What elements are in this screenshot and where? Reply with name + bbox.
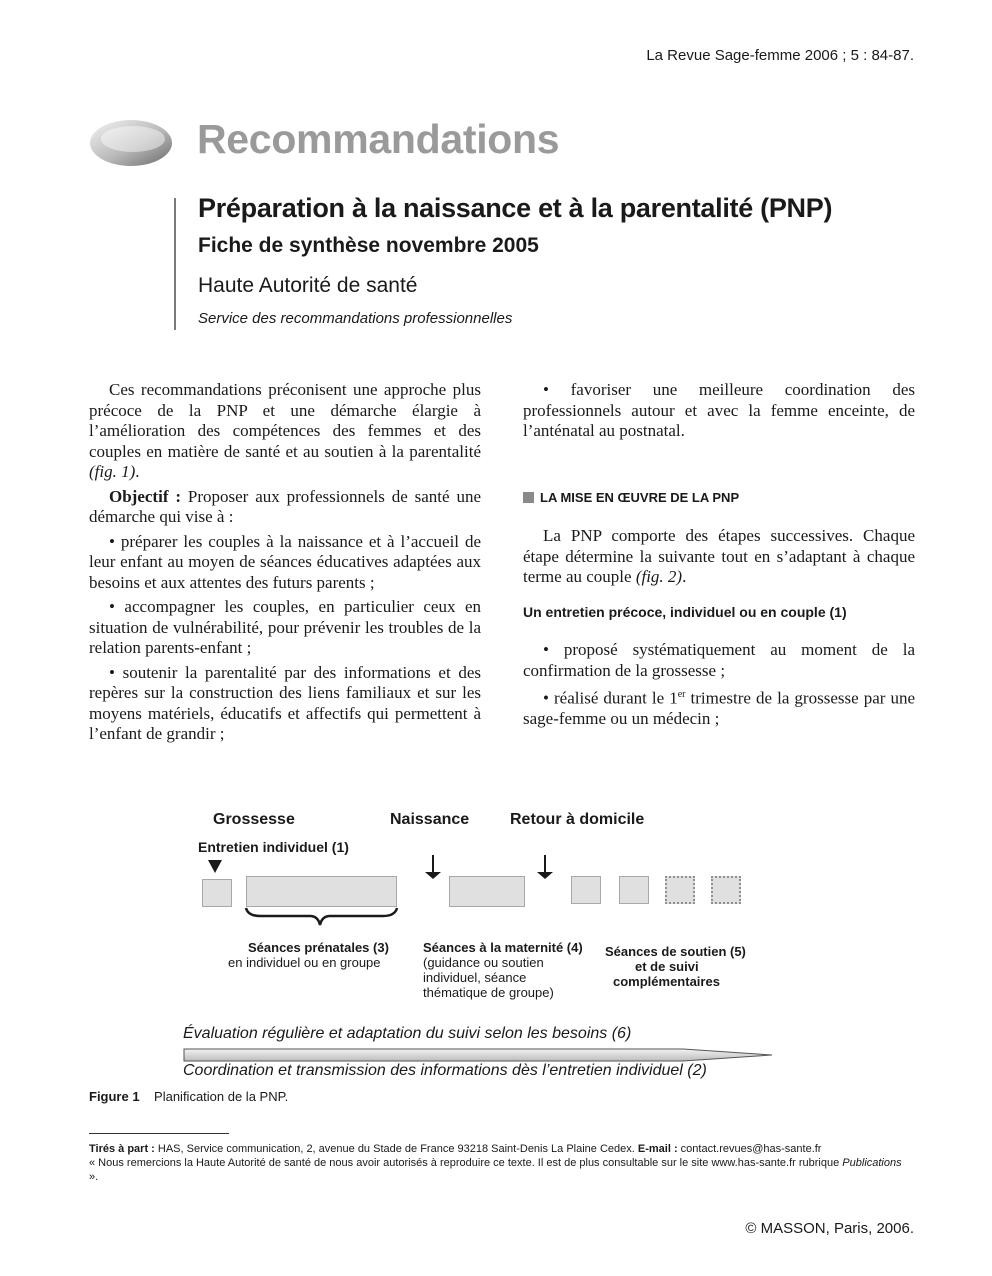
bullet-item: • préparer les couples à la naissance et à l’accueil de leur enfant au moyen de séances éducatives adaptées aux besoins et aux attentes des futurs parents ; [89, 531, 481, 592]
label-entretien: Entretien individuel (1) [198, 839, 349, 855]
objectif-paragraph: Objectif : Proposer aux professionnels de santé une démarche qui vise à : [89, 486, 482, 526]
bullet-item: • soutenir la parentalité par des informations et des repères sur la construction des liens familiaux et sur les moyens matériels, éducatifs et affectifs qui permettent à l’enfant de grandir ; [89, 662, 481, 743]
bullet-item: • accompagner les couples, en particulier ceux en situation de vulnérabilité, pour prévenir les troubles de la relation parents-enfant ; [89, 597, 481, 657]
section-heading: LA MISE EN ŒUVRE DE LA PNP [523, 488, 915, 509]
box-soutien [619, 876, 649, 904]
label-grossesse: Grossesse [213, 811, 295, 828]
reprint-info: Tirés à part : HAS, Service communication, 2, avenue du Stade de France 93218 Saint-Denis La Plaine Cedex. E-mail : contact.revues@has-sante.fr [89, 1143, 822, 1155]
pnp-paragraph: La PNP comporte des étapes successives. Chaque étape détermine la suivante tout en s’adaptant à chaque terme au couple (fig. 2). [523, 526, 915, 586]
evaluation-label: Évaluation régulière et adaptation du suivi selon les besoins (6) [183, 1025, 632, 1042]
bullet-item: • proposé systématiquement au moment de la confirmation de la grossesse ; [523, 640, 915, 680]
soutien-title: Séances de soutien (5) [605, 944, 746, 959]
soutien-sub: et de suivi [635, 959, 699, 974]
label-retour-domicile: Retour à domicile [510, 811, 645, 828]
box-seances-maternite [449, 876, 525, 907]
coordination-label: Coordination et transmission des informations dès l’entretien individuel (2) [183, 1062, 707, 1079]
objectif-label: Objectif : [109, 486, 182, 506]
prenatal-title: Séances prénatales (3) [248, 940, 389, 955]
intro-paragraph: Ces recommandations préconisent une approche plus précoce de la PNP et une démarche élargie à l’amélioration des compétences des femmes et des couples en matière de santé et au soutien à la parentalité (fig. 1). [89, 380, 481, 481]
bullet-item: • réalisé durant le 1er trimestre de la grossesse par une sage-femme ou un médecin ; [523, 688, 916, 729]
down-arrow-icon [425, 872, 441, 879]
box-soutien-optional [665, 876, 695, 904]
right-column [523, 380, 915, 734]
prenatal-sub: en individuel ou en groupe [228, 955, 381, 970]
copyright: © MASSON, Paris, 2006. [745, 1220, 914, 1237]
box-seances-prenatales [246, 876, 397, 907]
footnote-divider [89, 1133, 229, 1134]
article-service: Service des recommandations professionnelles [198, 310, 513, 327]
box-entretien [202, 879, 232, 907]
sub-heading: Un entretien précoce, individuel ou en couple (1) [523, 603, 847, 620]
section-title: Recommandations [197, 116, 560, 162]
brace-icon [246, 908, 397, 925]
maternite-sub: individuel, séance [423, 970, 527, 985]
maternite-title: Séances à la maternité (4) [423, 940, 583, 955]
figure-ref: (fig. 2) [635, 567, 683, 586]
figure-caption: Figure 1 Planification de la PNP. [89, 1089, 289, 1104]
left-column [89, 380, 481, 749]
figure-ref: (fig. 1) [89, 462, 136, 481]
title-divider [174, 198, 176, 330]
bullet-item: • favoriser une meilleure coordination des professionnels autour et avec la femme enceinte, de l’anténatal au postnatal. [523, 380, 915, 440]
maternite-sub: thématique de groupe) [423, 985, 554, 1000]
maternite-sub: (guidance ou soutien [423, 955, 544, 970]
footnote [89, 1142, 904, 1184]
down-triangle-icon [208, 860, 222, 873]
box-soutien-optional [711, 876, 741, 904]
square-bullet-icon [523, 492, 534, 503]
thanks-note: « Nous remercions la Haute Autorité de santé de nous avoir autorisés à reproduire ce texte. Il est de plus consultable sur le site www.has-sante.fr rubrique Publications ». [89, 1157, 902, 1183]
article-title: Préparation à la naissance et à la parentalité (PNP) [198, 193, 833, 223]
down-arrow-icon [537, 872, 553, 879]
section-logo-icon [89, 118, 173, 168]
box-soutien [571, 876, 601, 904]
journal-reference: La Revue Sage-femme 2006 ; 5 : 84-87. [646, 47, 914, 64]
article-subtitle: Fiche de synthèse novembre 2005 [198, 234, 539, 257]
label-naissance: Naissance [390, 811, 470, 828]
article-author: Haute Autorité de santé [198, 274, 418, 297]
soutien-sub: complémentaires [613, 974, 720, 989]
